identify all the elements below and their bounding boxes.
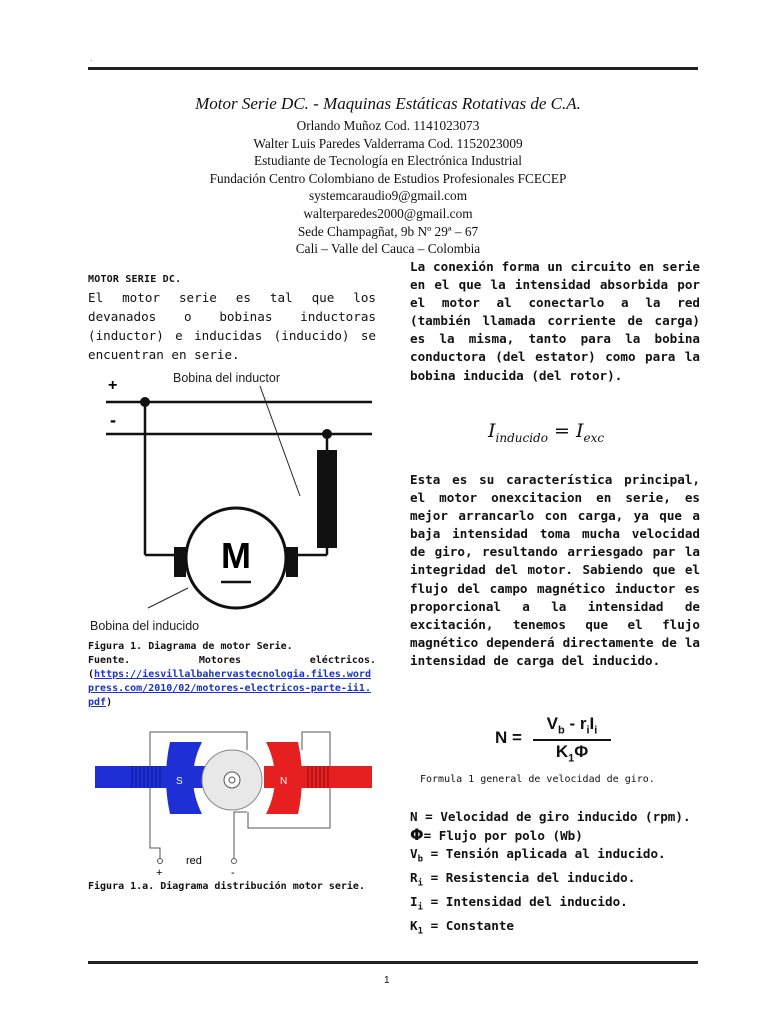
def-n-text: = Velocidad de giro inducido (rpm). <box>417 809 691 824</box>
figure-1-title: Figura 1. Diagrama de motor Serie. <box>88 641 293 652</box>
brush-left <box>174 547 186 577</box>
red-label: red <box>186 855 202 867</box>
wire-right-loop <box>234 812 247 858</box>
num-i: I <box>589 714 595 733</box>
connection-paragraph: La conexión forma un circuito en serie en el que la intensidad absorbida por el motor al conectarlo a la red (también llamada corriente de carga) es la misma, tanto para la bobina conductora (del estator) como para la bobina inducida (del rotor). <box>410 259 700 383</box>
def-ri-sub: i <box>417 878 424 889</box>
program: Estudiante de Tecnología en Electrónica Industrial <box>254 153 522 169</box>
terminal-minus-label: - <box>231 867 235 878</box>
bottom-rule <box>88 961 698 964</box>
minus-label: - <box>110 410 116 430</box>
source-link[interactable]: https://iesvillalbahervastecnologia.files.wordpress.com/2010/02/motores-electricos-parte-ii1.pdf <box>88 669 371 708</box>
def-ri-sym: R <box>410 870 418 886</box>
section-heading: MOTOR SERIE DC. <box>88 274 182 285</box>
address: Sede Champagñat, 9b Nº 29ª – 67 <box>297 223 479 239</box>
def-k1 <box>410 917 702 941</box>
def-vb <box>410 845 702 869</box>
eq-lhs-sub: inducido <box>495 430 548 445</box>
def-k1-sym: K <box>410 917 418 933</box>
def-vb-sub: b <box>417 854 424 865</box>
def-phi <box>410 826 702 845</box>
variable-definitions <box>410 808 702 940</box>
def-vb-text: = Tensión aplicada al inducido. <box>423 846 666 862</box>
right-column <box>410 258 700 385</box>
label-bobina-inductor: Bobina del inductor <box>173 371 281 385</box>
left-column <box>88 274 376 364</box>
pole-n-label: N <box>280 776 288 787</box>
num-v: V <box>546 714 558 733</box>
pole-s-label: S <box>176 776 183 787</box>
def-ii-sub: i <box>417 902 424 913</box>
eq-op: = <box>547 420 576 442</box>
plus-label: + <box>108 377 118 394</box>
paper-header <box>88 93 688 258</box>
rotor-shaft <box>229 777 235 783</box>
close-paren: ) <box>106 697 113 708</box>
def-phi-text: = Flujo por polo (Wb) <box>423 828 583 844</box>
eq-rhs-sub: exc <box>583 430 605 445</box>
figure-1-source: Fuente. Motores eléctricos. <box>88 655 376 666</box>
def-k1-text: = Constante <box>423 917 515 933</box>
terminal-minus <box>232 859 237 864</box>
formula-denominator <box>533 742 611 764</box>
num-r: r <box>579 714 587 733</box>
def-n-sym: N <box>410 809 418 824</box>
terminal-plus-label: + <box>156 867 163 878</box>
def-k1-sub: 1 <box>417 926 424 937</box>
fraction-bar <box>533 739 611 741</box>
intro-paragraph: El motor serie es tal que los devanados o bobinas inductoras (inductor) e inducidas (inducido) se encuentran en serie. <box>88 290 376 362</box>
figure-1-diagram <box>88 368 378 636</box>
page-number: 1 <box>384 975 390 986</box>
equation-current <box>488 420 604 445</box>
inductor-coil <box>317 450 337 548</box>
num-i-sub: i <box>594 724 598 737</box>
characteristic-paragraph: Esta es su característica principal, el motor onexcitacion en serie, es mejor arrancarlo con carga, ya que a baja intensidad toma mucha velocidad de giro, resultando arriesgado par la integridad del motor. Sabiendo que el flujo del campo magnético inductor es proporcional a la intensidad de excitación, tenemos que el flujo magnético dependerá directamente de la intensidad de carga del inducido. <box>410 472 700 668</box>
eq-rhs: I <box>575 420 584 442</box>
def-ri <box>410 869 702 893</box>
label-bobina-inducido: Bobina del inducido <box>90 619 200 633</box>
top-rule <box>88 67 698 70</box>
eq-lhs: I <box>488 420 496 442</box>
email-1: systemcaraudio9@gmail.com <box>308 188 468 204</box>
num-r-sub: i <box>586 724 590 737</box>
den-phi: Φ <box>574 742 589 761</box>
def-vb-sym: V <box>410 846 418 862</box>
figure-1-link-line <box>88 668 376 710</box>
num-v-sub: b <box>558 724 565 737</box>
def-ii-text: = Intensidad del inducido. <box>423 893 628 909</box>
def-phi-sym: Φ <box>410 825 424 845</box>
formula-numerator <box>533 714 611 736</box>
formula-caption: Formula 1 general de velocidad de giro. <box>420 774 655 785</box>
city: Cali – Valle del Cauca – Colombia <box>295 241 481 257</box>
figure-1a-diagram <box>92 728 376 878</box>
author-2: Walter Luis Paredes Valderrama Cod. 1152023009 <box>253 135 523 151</box>
den-k-sub: 1 <box>568 752 575 765</box>
def-n <box>410 808 702 826</box>
brush-right <box>286 547 298 577</box>
def-ii-sym: I <box>410 893 418 909</box>
den-k: K <box>555 742 569 761</box>
terminal-plus <box>158 859 163 864</box>
pointer-inducido <box>148 588 188 608</box>
email-2: walterparedes2000@gmail.com <box>303 205 473 221</box>
page-marker: . <box>90 54 93 63</box>
num-minus: - <box>564 714 580 733</box>
author-1: Orlando Muñoz Cod. 1141023073 <box>296 118 480 133</box>
def-ri-text: = Resistencia del inducido. <box>423 870 636 886</box>
figure-1-caption <box>88 640 376 710</box>
formula-lhs: N = <box>495 728 522 747</box>
open-paren: ( <box>88 669 95 680</box>
def-ii <box>410 893 702 917</box>
motor-letter: M <box>221 535 251 576</box>
institution: Fundación Centro Colombiano de Estudios Profesionales FCECEP <box>209 170 567 186</box>
paper-title: Motor Serie DC. - Maquinas Estáticas Rotativas de C.A. <box>195 94 581 113</box>
figure-1a-caption: Figura 1.a. Diagrama distribución motor serie. <box>88 881 365 892</box>
